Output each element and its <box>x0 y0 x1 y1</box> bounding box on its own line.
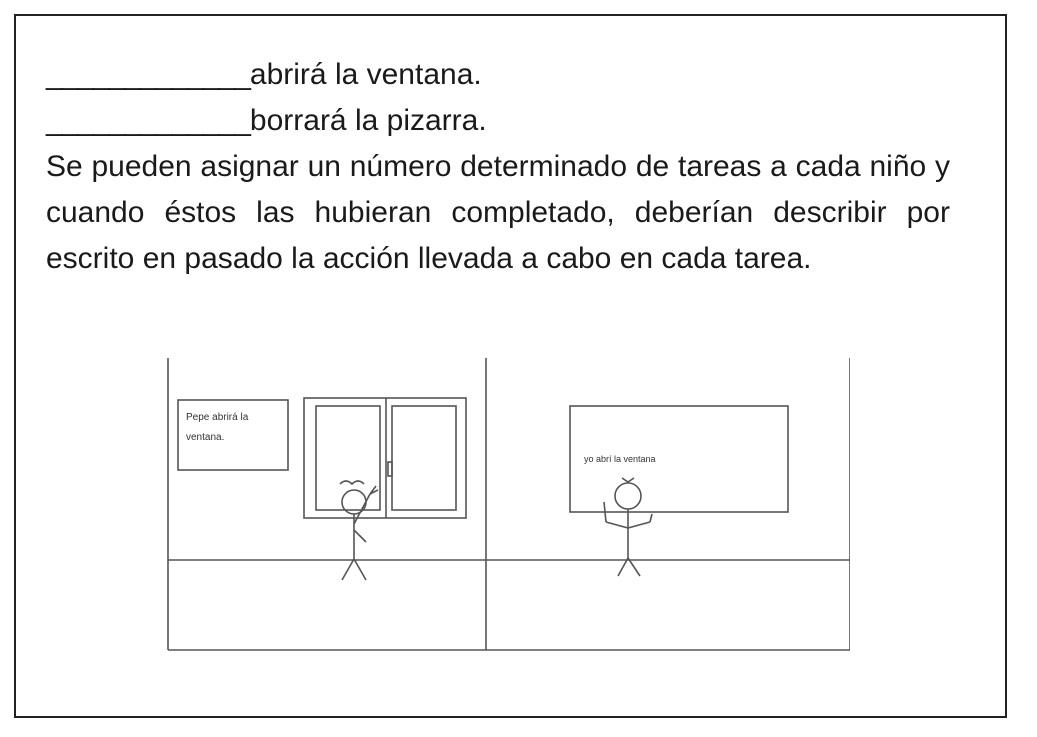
fill-blank-line-1 <box>46 52 950 98</box>
window-frame <box>304 398 466 518</box>
speech-left-line-2: ventana. <box>186 432 225 443</box>
window-handle <box>388 462 392 476</box>
exercise-text <box>46 52 950 282</box>
stick-figure-right-head <box>615 483 641 509</box>
comic-illustration <box>150 344 850 654</box>
speech-right: yo abrí la ventana <box>584 454 656 464</box>
window-pane-right <box>392 406 456 510</box>
blank-1: _____________ <box>46 58 250 91</box>
blank-2: _____________ <box>46 104 250 137</box>
fill-blank-text-1: abrirá la ventana. <box>249 58 482 91</box>
instructions-paragraph: Se pueden asignar un número determinado de tareas a cada niño y cuando éstos las hubieran completado, deberían describir por escrito en pasado la acción llevada a cabo en cada tarea. <box>46 150 950 275</box>
speech-left-line-1: Pepe abrirá la <box>186 412 249 423</box>
fill-blank-line-2 <box>46 98 950 144</box>
fill-blank-text-2: borrará la pizarra. <box>249 104 487 137</box>
